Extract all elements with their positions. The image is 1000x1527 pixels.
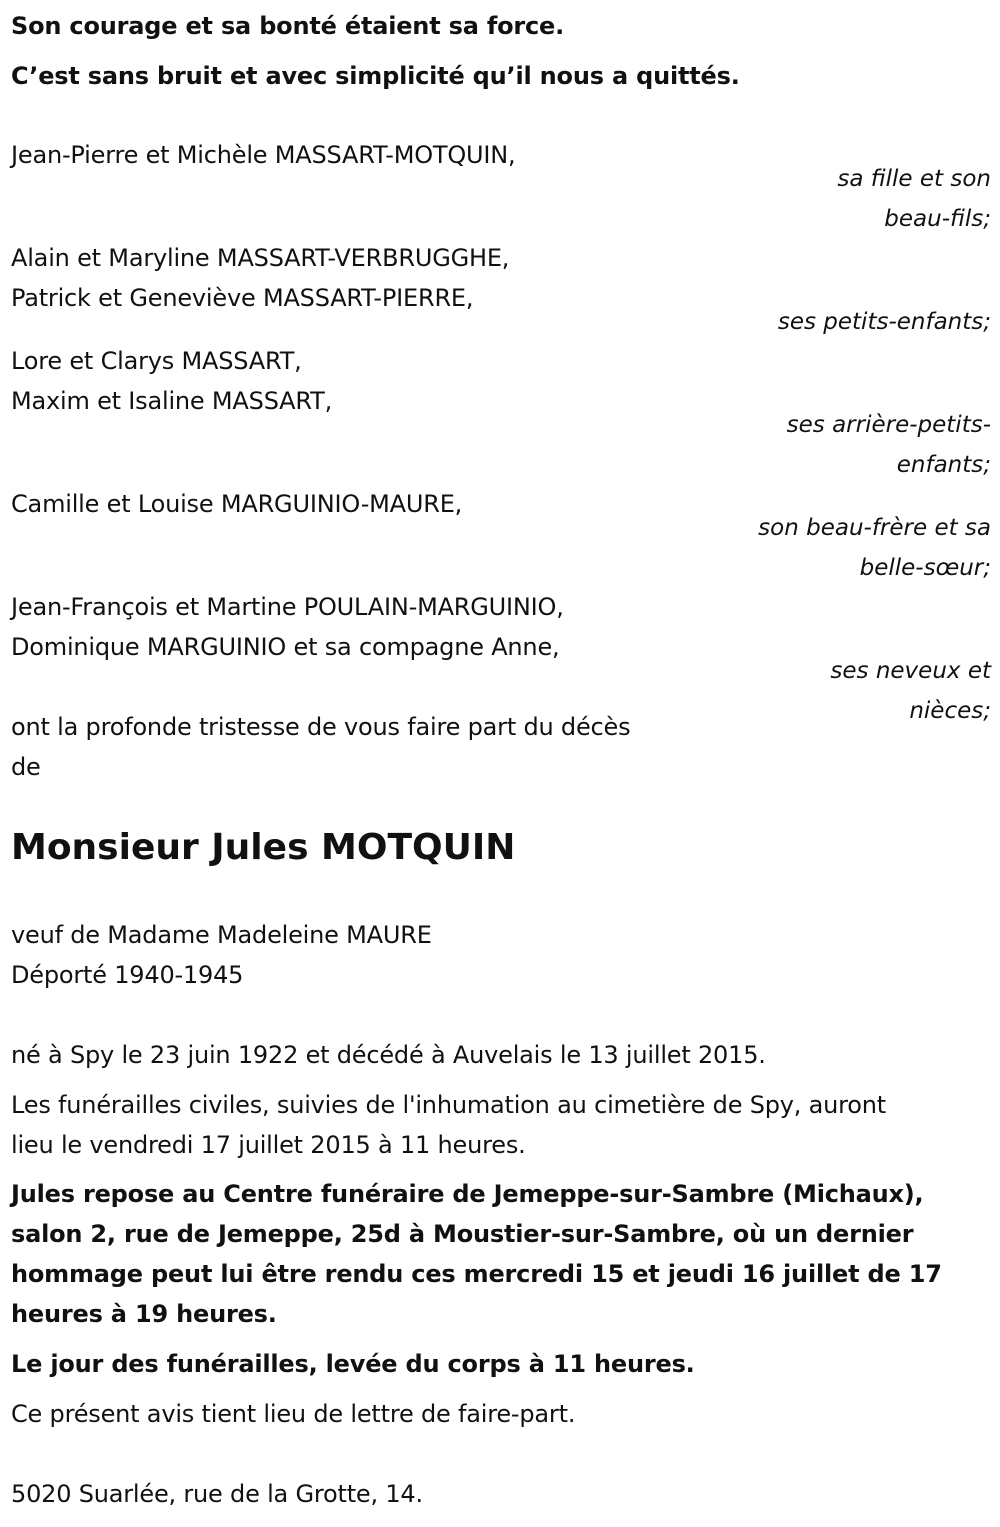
family-relation: beau-fils; — [884, 206, 991, 232]
family-relation: ses neveux et — [830, 658, 991, 684]
family-relation: ses petits-enfants; — [777, 309, 991, 335]
family-name: Dominique MARGUINIO et sa compagne Anne, — [11, 633, 560, 661]
family-name: Maxim et Isaline MASSART, — [11, 387, 333, 415]
family-name: Jean-Pierre et Michèle MASSART-MOTQUIN, — [11, 141, 516, 169]
family-name: Jean-François et Martine POULAIN-MARGUINIO, — [11, 593, 564, 621]
family-name: Lore et Clarys MASSART, — [11, 347, 302, 375]
family-relation: ses arrière-petits- — [786, 412, 991, 438]
levee-line: Le jour des funérailles, levée du corps à 11 heures. — [11, 1350, 695, 1378]
funeral-line: lieu le vendredi 17 juillet 2015 à 11 heures. — [11, 1131, 526, 1159]
deceased-widow: veuf de Madame Madeleine MAURE — [11, 921, 432, 949]
deceased-name: Monsieur Jules MOTQUIN — [11, 827, 516, 868]
family-relation: sa fille et son — [837, 166, 991, 192]
rest-line: Jules repose au Centre funéraire de Jemeppe-sur-Sambre (Michaux), — [11, 1180, 924, 1208]
family-name: Camille et Louise MARGUINIO-MAURE, — [11, 490, 463, 518]
family-relation: enfants; — [896, 452, 991, 478]
family-name: Alain et Maryline MASSART-VERBRUGGHE, — [11, 244, 510, 272]
deceased-status: Déporté 1940-1945 — [11, 961, 244, 989]
family-relation: son beau-frère et sa — [758, 515, 991, 541]
heading-line-1: Son courage et sa bonté étaient sa force. — [11, 12, 565, 40]
family-name: Patrick et Geneviève MASSART-PIERRE, — [11, 284, 474, 312]
rest-line: salon 2, rue de Jemeppe, 25d à Moustier-sur-Sambre, où un dernier — [11, 1220, 914, 1248]
family-relation: belle-sœur; — [859, 555, 991, 581]
address-line: 5020 Suarlée, rue de la Grotte, 14. — [11, 1480, 423, 1508]
rest-line: hommage peut lui être rendu ces mercredi 15 et jeudi 16 juillet de 17 — [11, 1260, 942, 1288]
funeral-line: Les funérailles civiles, suivies de l'inhumation au cimetière de Spy, auront — [11, 1091, 886, 1119]
announcement-line-2: de — [11, 753, 41, 781]
birth-death: né à Spy le 23 juin 1922 et décédé à Auvelais le 13 juillet 2015. — [11, 1041, 766, 1069]
notice-line: Ce présent avis tient lieu de lettre de faire-part. — [11, 1400, 576, 1428]
family-relation: nièces; — [909, 698, 991, 724]
obituary-notice — [11, 0, 991, 1527]
heading-line-2: C’est sans bruit et avec simplicité qu’il nous a quittés. — [11, 62, 740, 90]
rest-line: heures à 19 heures. — [11, 1300, 277, 1328]
announcement-line-1: ont la profonde tristesse de vous faire part du décès — [11, 713, 631, 741]
